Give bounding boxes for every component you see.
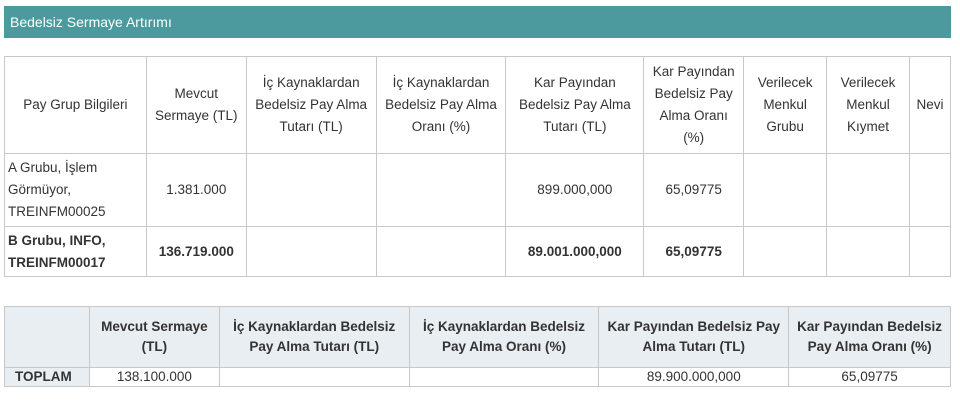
table-cell: 899.000,000 — [506, 154, 644, 227]
table-cell — [246, 227, 376, 277]
column-header: Nevi — [909, 57, 950, 154]
table-cell: A Grubu, İşlem Görmüyor, TREINFM00025 — [5, 154, 147, 227]
total-row — [5, 368, 951, 387]
table-cell: 65,09775 — [789, 368, 951, 387]
table-cell: 89.001.000,000 — [506, 227, 644, 277]
column-header: İç Kaynaklardan Bedelsiz Pay Alma Oranı (%) — [409, 307, 599, 368]
table-cell: 89.900.000,000 — [599, 368, 789, 387]
table-cell — [909, 227, 950, 277]
table-row — [5, 227, 951, 277]
column-header: Verilecek Menkul Grubu — [744, 57, 827, 154]
column-header: Mevcut Sermaye (TL) — [89, 307, 219, 368]
section-title: Bedelsiz Sermaye Artırımı — [4, 6, 951, 38]
column-header: Kar Payından Bedelsiz Pay Alma Tutarı (TL) — [599, 307, 789, 368]
table-cell: B Grubu, INFO, TREINFM00017 — [5, 227, 147, 277]
column-header — [5, 307, 90, 368]
column-header: Pay Grup Bilgileri — [5, 57, 147, 154]
table-row — [5, 154, 951, 227]
table-cell — [827, 227, 910, 277]
table-cell: 1.381.000 — [146, 154, 246, 227]
table-cell — [744, 227, 827, 277]
table-cell: 65,09775 — [644, 154, 744, 227]
total-label: TOPLAM — [5, 368, 90, 387]
column-header: İç Kaynaklardan Bedelsiz Pay Alma Oranı (%) — [376, 57, 506, 154]
table-header-row — [5, 307, 951, 368]
table-cell — [219, 368, 409, 387]
table-cell — [409, 368, 599, 387]
column-header: İç Kaynaklardan Bedelsiz Pay Alma Tutarı (TL) — [246, 57, 376, 154]
table-cell — [376, 154, 506, 227]
table-cell — [744, 154, 827, 227]
column-header: İç Kaynaklardan Bedelsiz Pay Alma Tutarı (TL) — [219, 307, 409, 368]
table-cell — [909, 154, 950, 227]
table-cell — [246, 154, 376, 227]
table-header-row — [5, 57, 951, 154]
column-header: Mevcut Sermaye (TL) — [146, 57, 246, 154]
table-cell: 136.719.000 — [146, 227, 246, 277]
table-cell — [827, 154, 910, 227]
total-table — [4, 306, 951, 387]
pay-group-table — [4, 56, 951, 277]
column-header: Kar Payından Bedelsiz Pay Alma Tutarı (TL) — [506, 57, 644, 154]
table-cell: 138.100.000 — [89, 368, 219, 387]
column-header: Verilecek Menkul Kıymet — [827, 57, 910, 154]
table-cell — [376, 227, 506, 277]
table-cell: 65,09775 — [644, 227, 744, 277]
column-header: Kar Payından Bedelsiz Pay Alma Oranı (%) — [644, 57, 744, 154]
column-header: Kar Payından Bedelsiz Pay Alma Oranı (%) — [789, 307, 951, 368]
